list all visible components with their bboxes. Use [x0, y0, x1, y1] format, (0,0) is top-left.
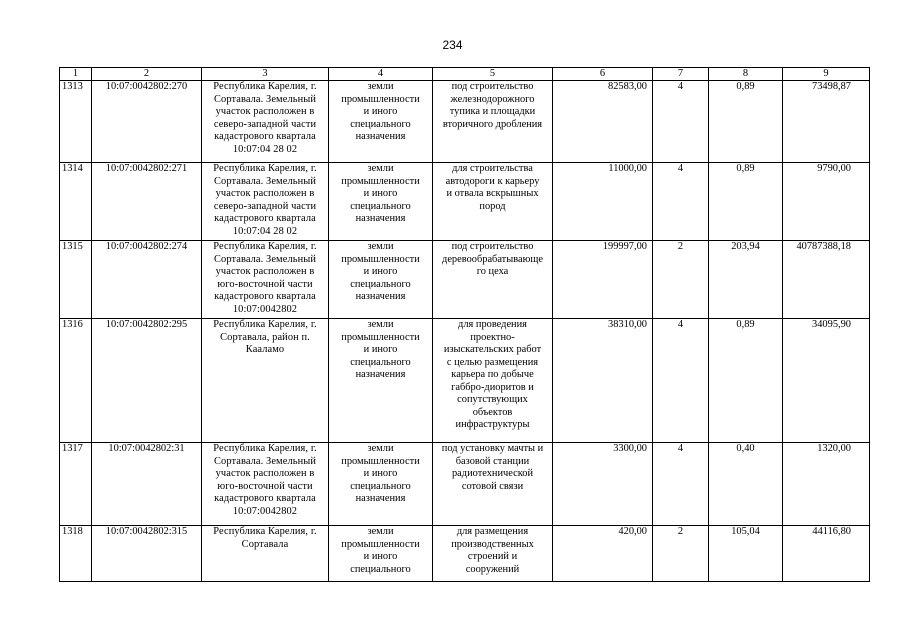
- location-line: Сортавала. Земельный: [214, 455, 316, 467]
- column-7-value: 4: [653, 443, 709, 526]
- permitted-use-line: тупика и площадки: [449, 106, 536, 117]
- column-header: 9: [783, 68, 870, 81]
- land-category-line: специального: [350, 356, 411, 368]
- land-plots-table: [59, 67, 870, 582]
- column-9-value: 34095,90: [783, 319, 870, 443]
- table-row: [60, 163, 870, 241]
- column-header: 8: [709, 68, 783, 81]
- location: [202, 526, 329, 582]
- location-line: кадастрового квартала: [214, 131, 316, 142]
- area: 199997,00: [553, 241, 653, 319]
- area: 11000,00: [553, 163, 653, 241]
- permitted-use-line: под строительство: [451, 81, 534, 92]
- location-line: Сортавала. Земельный: [214, 175, 316, 187]
- column-header: 6: [553, 68, 653, 81]
- land-category-line: назначения: [355, 493, 406, 504]
- column-7-value: 4: [653, 163, 709, 241]
- location-line: Сортавала: [241, 538, 289, 550]
- location-line: северо-западной части: [213, 118, 317, 130]
- land-category-line: земли: [367, 319, 394, 330]
- permitted-use-line: для размещения: [456, 526, 529, 537]
- land-category-line: земли: [367, 241, 394, 252]
- cadastral-number: 10:07:0042802:315: [92, 526, 202, 582]
- location-line: кадастрового квартала: [214, 213, 316, 224]
- row-number: 1315: [60, 241, 92, 319]
- location-line: участок расположен в: [215, 106, 315, 117]
- row-number: 1318: [60, 526, 92, 582]
- location-line: 10:07:0042802: [232, 505, 298, 517]
- column-7-value: 4: [653, 319, 709, 443]
- location: [202, 81, 329, 163]
- permitted-use-line: объектов: [472, 406, 513, 418]
- permitted-use-line: базовой станции: [455, 455, 530, 467]
- table-row: [60, 319, 870, 443]
- column-header: 5: [433, 68, 553, 81]
- land-category: [329, 241, 433, 319]
- land-category: [329, 319, 433, 443]
- land-category-line: промышленности: [341, 455, 420, 467]
- land-category: [329, 443, 433, 526]
- land-category: [329, 81, 433, 163]
- land-category: [329, 526, 433, 582]
- permitted-use-line: строений и: [467, 551, 518, 562]
- table-row: [60, 241, 870, 319]
- column-8-value: 0,89: [709, 319, 783, 443]
- column-header: 1: [60, 68, 92, 81]
- permitted-use-line: сотовой связи: [461, 480, 524, 492]
- land-category-line: промышленности: [341, 538, 420, 550]
- location-line: юго-восточной части: [217, 480, 313, 492]
- permitted-use-line: для строительства: [452, 163, 533, 174]
- column-8-value: 203,94: [709, 241, 783, 319]
- location-line: 10:07:0042802: [232, 303, 298, 315]
- land-category-line: земли: [367, 443, 394, 454]
- location-line: юго-восточной части: [217, 278, 313, 290]
- permitted-use-line: изыскательских работ: [443, 344, 542, 355]
- location-line: Республика Карелия, г.: [213, 319, 317, 330]
- land-category-line: назначения: [355, 291, 406, 302]
- column-header: 2: [92, 68, 202, 81]
- permitted-use-line: вторичного дробления: [442, 118, 543, 130]
- land-category-line: промышленности: [341, 331, 420, 343]
- column-number-row: [60, 68, 870, 81]
- permitted-use-line: производственных: [451, 538, 534, 550]
- location-line: Республика Карелия, г.: [213, 241, 317, 252]
- table-row: [60, 443, 870, 526]
- permitted-use-line: инфраструктуры: [455, 419, 530, 430]
- row-number: 1313: [60, 81, 92, 163]
- location-line: кадастрового квартала: [214, 291, 316, 302]
- permitted-use-line: автодороги к карьеру: [445, 175, 540, 187]
- location-line: Кааламо: [245, 344, 285, 355]
- column-9-value: 1320,00: [783, 443, 870, 526]
- column-9-value: 40787388,18: [783, 241, 870, 319]
- permitted-use-line: го цеха: [476, 266, 509, 277]
- land-category-line: специального: [350, 278, 411, 290]
- permitted-use: [433, 241, 553, 319]
- column-header: 3: [202, 68, 329, 81]
- area: 420,00: [553, 526, 653, 582]
- location-line: Республика Карелия, г.: [213, 163, 317, 174]
- location-line: 10:07:04 28 02: [232, 225, 298, 237]
- column-header: 4: [329, 68, 433, 81]
- land-category-line: и иного: [363, 344, 398, 355]
- permitted-use-line: железнодорожного: [450, 93, 535, 105]
- row-number: 1317: [60, 443, 92, 526]
- area: 38310,00: [553, 319, 653, 443]
- land-category: [329, 163, 433, 241]
- permitted-use-line: сопутствующих: [457, 394, 528, 405]
- permitted-use-line: проектно-: [470, 331, 515, 343]
- location: [202, 241, 329, 319]
- land-category-line: специального: [350, 118, 411, 130]
- land-category-line: и иного: [363, 468, 398, 479]
- land-category-line: специального: [350, 480, 411, 492]
- permitted-use-line: карьера по добыче: [451, 369, 534, 380]
- land-category-line: земли: [367, 526, 394, 537]
- permitted-use-line: пород: [479, 200, 506, 212]
- land-category-line: и иного: [363, 551, 398, 562]
- permitted-use-line: габбро-диоритов и: [451, 381, 534, 393]
- land-category-line: земли: [367, 163, 394, 174]
- land-category-line: и иного: [363, 188, 398, 199]
- location-line: участок расположен в: [215, 188, 315, 199]
- location: [202, 163, 329, 241]
- permitted-use: [433, 163, 553, 241]
- cadastral-number: 10:07:0042802:270: [92, 81, 202, 163]
- land-category-line: промышленности: [341, 253, 420, 265]
- permitted-use-line: сооружений: [465, 563, 520, 575]
- permitted-use: [433, 81, 553, 163]
- permitted-use: [433, 443, 553, 526]
- cadastral-number: 10:07:0042802:271: [92, 163, 202, 241]
- land-category-line: земли: [367, 81, 394, 92]
- permitted-use-line: деревообрабатывающе: [442, 253, 543, 265]
- location-line: Республика Карелия, г.: [213, 81, 317, 92]
- land-category-line: промышленности: [341, 93, 420, 105]
- column-7-value: 2: [653, 526, 709, 582]
- land-category-line: промышленности: [341, 175, 420, 187]
- permitted-use: [433, 319, 553, 443]
- land-category-line: назначения: [355, 131, 406, 142]
- location-line: участок расположен в: [215, 468, 315, 479]
- location-line: кадастрового квартала: [214, 493, 316, 504]
- table-row: [60, 81, 870, 163]
- column-7-value: 2: [653, 241, 709, 319]
- permitted-use-line: для проведения: [458, 319, 527, 330]
- location-line: 10:07:04 28 02: [232, 143, 298, 155]
- permitted-use-line: и отвала вскрышных: [446, 188, 539, 199]
- location-line: участок расположен в: [215, 266, 315, 277]
- land-category-line: назначения: [355, 369, 406, 380]
- column-8-value: 0,89: [709, 163, 783, 241]
- land-category-line: специального: [350, 200, 411, 212]
- page-number: 234: [442, 38, 463, 52]
- column-8-value: 0,89: [709, 81, 783, 163]
- location: [202, 443, 329, 526]
- location-line: северо-западной части: [213, 200, 317, 212]
- location-line: Сортавала. Земельный: [214, 253, 316, 265]
- permitted-use-line: под установку мачты и: [441, 443, 544, 454]
- land-category-line: и иного: [363, 106, 398, 117]
- permitted-use-line: радиотехнической: [451, 468, 534, 479]
- location-line: Сортавала. Земельный: [214, 93, 316, 105]
- column-9-value: 73498,87: [783, 81, 870, 163]
- column-9-value: 9790,00: [783, 163, 870, 241]
- cadastral-number: 10:07:0042802:274: [92, 241, 202, 319]
- location-line: Республика Карелия, г.: [213, 443, 317, 454]
- column-9-value: 44116,80: [783, 526, 870, 582]
- row-number: 1316: [60, 319, 92, 443]
- location-line: Сортавала, район п.: [220, 331, 310, 343]
- permitted-use-line: с целью размещения: [446, 356, 539, 368]
- permitted-use-line: под строительство: [451, 241, 534, 252]
- permitted-use: [433, 526, 553, 582]
- land-category-line: специального: [350, 563, 411, 575]
- location-line: Республика Карелия, г.: [213, 526, 317, 537]
- cadastral-number: 10:07:0042802:31: [92, 443, 202, 526]
- area: 82583,00: [553, 81, 653, 163]
- land-category-line: и иного: [363, 266, 398, 277]
- land-category-line: назначения: [355, 213, 406, 224]
- column-8-value: 0,40: [709, 443, 783, 526]
- column-header: 7: [653, 68, 709, 81]
- area: 3300,00: [553, 443, 653, 526]
- column-8-value: 105,04: [709, 526, 783, 582]
- table-row: [60, 526, 870, 582]
- location: [202, 319, 329, 443]
- row-number: 1314: [60, 163, 92, 241]
- column-7-value: 4: [653, 81, 709, 163]
- cadastral-number: 10:07:0042802:295: [92, 319, 202, 443]
